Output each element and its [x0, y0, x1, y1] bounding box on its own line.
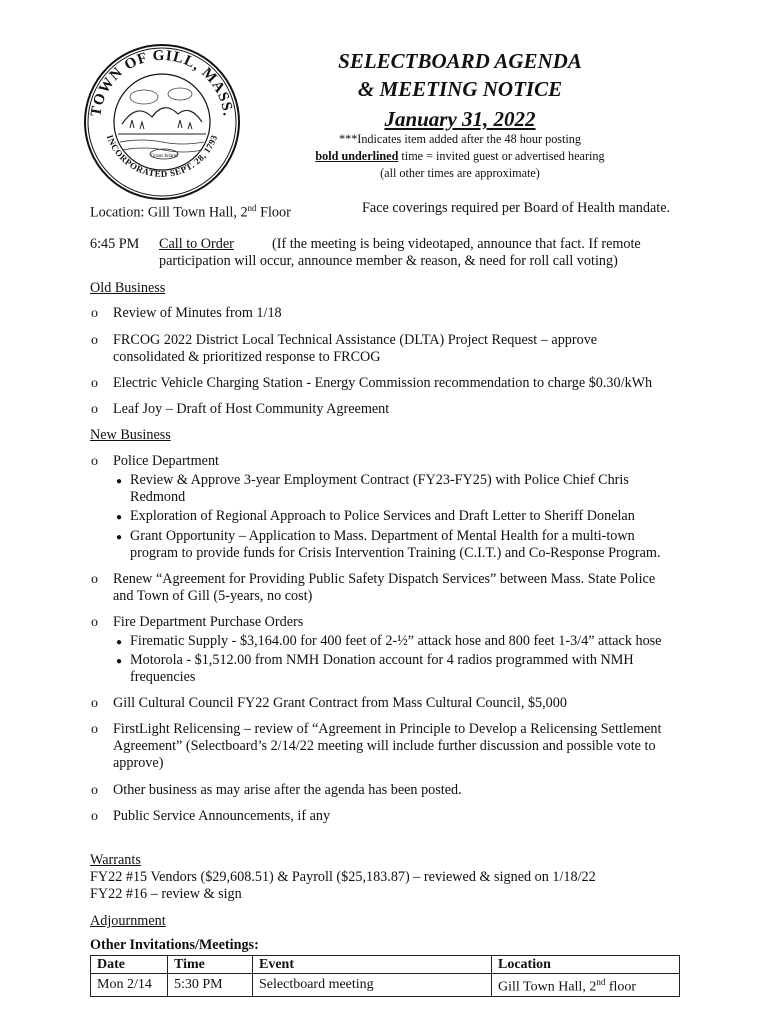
- mask-notice: Face coverings required per Board of Health mandate.: [362, 200, 671, 216]
- bullet-icon: ●: [116, 532, 123, 543]
- warrants-line-1: FY22 #15 Vendors ($29,608.51) & Payroll ($25,183.87) – reviewed & signed on 1/18/22: [90, 869, 596, 885]
- agenda-title-line1: SELECTBOARD AGENDA: [338, 49, 582, 73]
- old-item-frcog-line1: FRCOG 2022 District Local Technical Assistance (DLTA) Project Request – approve: [113, 332, 598, 348]
- list-marker: o: [91, 809, 98, 824]
- list-marker: o: [91, 783, 98, 798]
- new-item-firstlight-line2: Agreement” (Selectboard’s 2/14/22 meeting will include further discussion and possible vote to: [113, 738, 656, 754]
- new-item-psa: Public Service Announcements, if any: [113, 808, 331, 824]
- seal-top-text: TOWN OF GILL, MASS.: [88, 47, 236, 118]
- row-location-sup: nd: [596, 977, 606, 987]
- call-to-order-time: 6:45 PM: [90, 236, 140, 252]
- table-header-row: [91, 956, 680, 974]
- location-prefix: Location: Gill Town Hall, 2: [90, 204, 248, 221]
- meeting-location: [90, 200, 291, 222]
- seal-inner-label: Grant Island: [150, 153, 178, 159]
- old-item-leaf-joy: Leaf Joy – Draft of Host Community Agreement: [113, 401, 390, 417]
- list-marker: o: [91, 376, 98, 391]
- header-note-2-bold: bold underlined: [315, 149, 399, 163]
- new-item-cultural-council: Gill Cultural Council FY22 Grant Contract from Mass Cultural Council, $5,000: [113, 695, 567, 711]
- new-item-firstlight-line3: approve): [113, 755, 164, 771]
- bullet-icon: ●: [116, 512, 123, 523]
- new-item-fire: Fire Department Purchase Orders: [113, 614, 304, 630]
- bullet-icon: ●: [116, 637, 123, 648]
- bullet-icon: ●: [116, 476, 123, 487]
- list-marker: o: [91, 402, 98, 417]
- list-marker: o: [91, 333, 98, 348]
- police-bullet-1-line1: Review & Approve 3-year Employment Contract (FY23-FY25) with Police Chief Chris: [130, 472, 629, 488]
- old-item-minutes: Review of Minutes from 1/18: [113, 305, 282, 321]
- list-marker: o: [91, 722, 98, 737]
- town-seal-graphic: [82, 42, 242, 202]
- location-sup: nd: [247, 203, 257, 213]
- list-marker: o: [91, 615, 98, 630]
- police-bullet-3-line1: Grant Opportunity – Application to Mass. Department of Mental Health for a multi-town: [130, 528, 635, 544]
- svg-text:TOWN OF GILL, MASS.: [88, 48, 236, 118]
- col-time: Time: [168, 956, 253, 974]
- col-location: Location: [492, 956, 680, 974]
- warrants-heading: Warrants: [90, 852, 141, 868]
- invitations-heading: Other Invitations/Meetings:: [90, 937, 259, 953]
- agenda-title-line2: & MEETING NOTICE: [357, 77, 563, 101]
- call-to-order-text-2: participation will occur, announce member & reason, & need for roll call voting): [159, 253, 618, 269]
- table-row: [91, 974, 680, 997]
- new-item-other-business: Other business as may arise after the agenda has been posted.: [113, 782, 462, 798]
- header-note-2-rest: time = invited guest or advertised hearing: [398, 149, 605, 163]
- seal-bottom-text: INCORPORATED SEPT. 28, 1793: [104, 133, 220, 179]
- fire-bullet-2-line1: Motorola - $1,512.00 from NMH Donation account for 4 radios programmed with NMH: [130, 652, 634, 668]
- adjournment-heading: Adjournment: [90, 913, 166, 929]
- list-marker: o: [91, 306, 98, 321]
- old-business-heading: Old Business: [90, 280, 166, 296]
- fire-bullet-1: Firematic Supply - $3,164.00 for 400 feet of 2-½” attack hose and 800 feet 1-3/4” attack hose: [130, 633, 662, 649]
- call-to-order-label: Call to Order: [159, 236, 234, 252]
- police-bullet-2: Exploration of Regional Approach to Police Services and Draft Letter to Sheriff Donelan: [130, 508, 635, 524]
- meeting-date: January 31, 2022: [384, 107, 536, 131]
- police-bullet-3-line2: program to provide funds for Crisis Intervention Training (C.I.T.) and Co-Response Program.: [130, 545, 661, 561]
- fire-bullet-2-line2: frequencies: [130, 669, 196, 685]
- police-bullet-1-line2: Redmond: [130, 489, 186, 505]
- list-marker: o: [91, 454, 98, 469]
- old-item-ev-charging: Electric Vehicle Charging Station - Energy Commission recommendation to charge $0.30/kWh: [113, 375, 653, 391]
- row-date: Mon 2/14: [91, 974, 168, 997]
- town-seal: [82, 42, 242, 202]
- list-marker: o: [91, 572, 98, 587]
- row-location: [492, 974, 680, 997]
- bullet-icon: ●: [116, 656, 123, 667]
- new-item-firstlight-line1: FirstLight Relicensing – review of “Agreement in Principle to Develop a Relicensing Settlement: [113, 721, 662, 737]
- old-item-frcog-line2: consolidated & prioritized response to FRCOG: [113, 349, 381, 365]
- row-location-suffix: floor: [605, 979, 637, 995]
- list-marker: o: [91, 696, 98, 711]
- col-date: Date: [91, 956, 168, 974]
- new-item-police: Police Department: [113, 453, 219, 469]
- location-suffix: Floor: [256, 204, 291, 221]
- warrants-line-2: FY22 #16 – review & sign: [90, 886, 242, 902]
- call-to-order-text-1: (If the meeting is being videotaped, announce that fact. If remote: [272, 236, 641, 252]
- new-item-dispatch-line2: and Town of Gill (5-years, no cost): [113, 588, 313, 604]
- new-item-dispatch-line1: Renew “Agreement for Providing Public Safety Dispatch Services” between Mass. State Police: [113, 571, 656, 587]
- invitations-table: [90, 955, 680, 997]
- header-note-2: [300, 148, 620, 165]
- header-note-1: ***Indicates item added after the 48 hour posting: [339, 132, 581, 146]
- header-note-3: (all other times are approximate): [380, 166, 540, 180]
- row-event: Selectboard meeting: [253, 974, 492, 997]
- row-location-prefix: Gill Town Hall, 2: [498, 979, 597, 995]
- col-event: Event: [253, 956, 492, 974]
- new-business-heading: New Business: [90, 427, 171, 443]
- row-time: 5:30 PM: [168, 974, 253, 997]
